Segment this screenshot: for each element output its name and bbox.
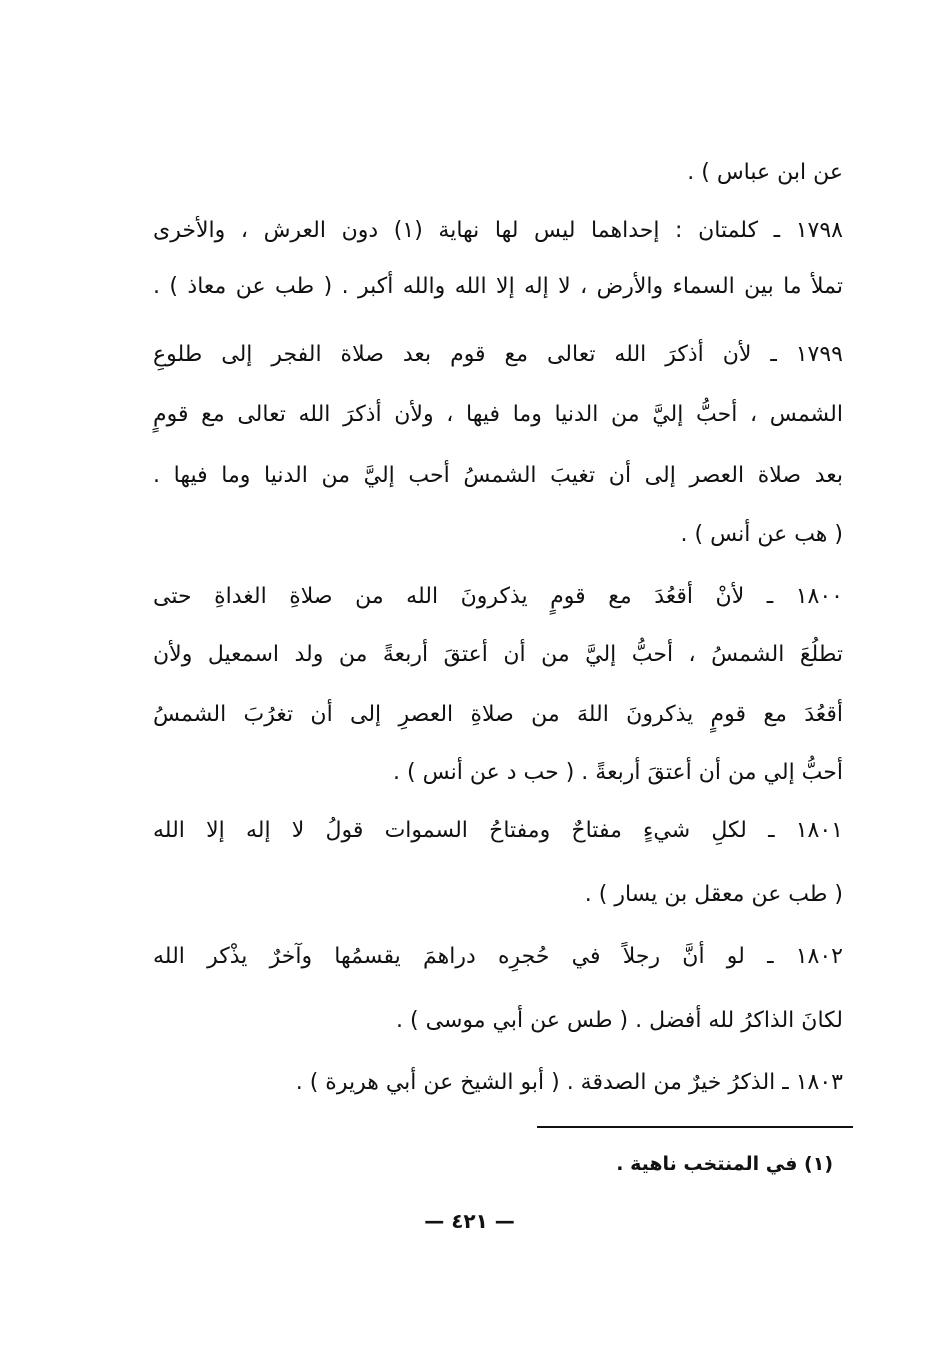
text-line-11: أحبُّ إلي من أن أعتقَ أربعةً . ( حب د عن أنس ) . [393,760,843,785]
text-line-14: ١٨٠٢ ـ لو أنَّ رجلاً في حُجرِه دراهمَ يقسمُها وآخرٌ يذْكر الله [153,944,843,969]
text-line-2: ١٧٩٨ ـ كلمتان : إحداهما ليس لها نهاية (١) دون العرش ، والأخرى [153,218,843,243]
text-line-7: ( هب عن أنس ) . [680,522,843,547]
text-line-8: ١٨٠٠ ـ لأنْ أقعُدَ مع قومٍ يذكرونَ الله من صلاةِ الغداةِ حتى [153,584,843,609]
text-line-6: بعد صلاة العصر إلى أن تغيبَ الشمسُ أحب إليَّ من الدنيا وما فيها . [153,463,843,488]
text-line-15: لكانَ الذاكرُ لله أفضل . ( طس عن أبي موسى ) . [396,1008,843,1033]
footnote-divider [537,1126,853,1128]
text-line-1: عن ابن عباس ) . [687,160,843,185]
text-line-5: الشمس ، أحبُّ إليَّ من الدنيا وما فيها ، ولأن أذكرَ الله تعالى مع قومٍ [153,402,843,427]
page-number: — ٤٢١ — [424,1209,515,1233]
footnote: (١) في المنتخب ناهية . [616,1153,833,1175]
text-line-9: تطلُعَ الشمسُ ، أحبُّ إليَّ من أن أعتقَ أربعةً من ولد اسمعيل ولأن [153,642,843,667]
text-line-10: أقعُدَ مع قومٍ يذكرونَ اللهَ من صلاةِ العصرِ إلى أن تغرُبَ الشمسُ [153,702,843,727]
text-line-3: تملأ ما بين السماء والأرض ، لا إله إلا الله والله أكبر . ( طب عن معاذ ) . [153,274,843,299]
text-line-13: ( طب عن معقل بن يسار ) . [584,882,843,907]
text-line-16: ١٨٠٣ ـ الذكرُ خيرٌ من الصدقة . ( أبو الشيخ عن أبي هريرة ) . [295,1070,843,1095]
text-line-12: ١٨٠١ ـ لكلِ شيءٍ مفتاحٌ ومفتاحُ السموات قولُ لا إله إلا الله [153,818,843,843]
text-line-4: ١٧٩٩ ـ لأن أذكرَ الله تعالى مع قوم بعد صلاة الفجر إلى طلوعِ [153,342,843,367]
